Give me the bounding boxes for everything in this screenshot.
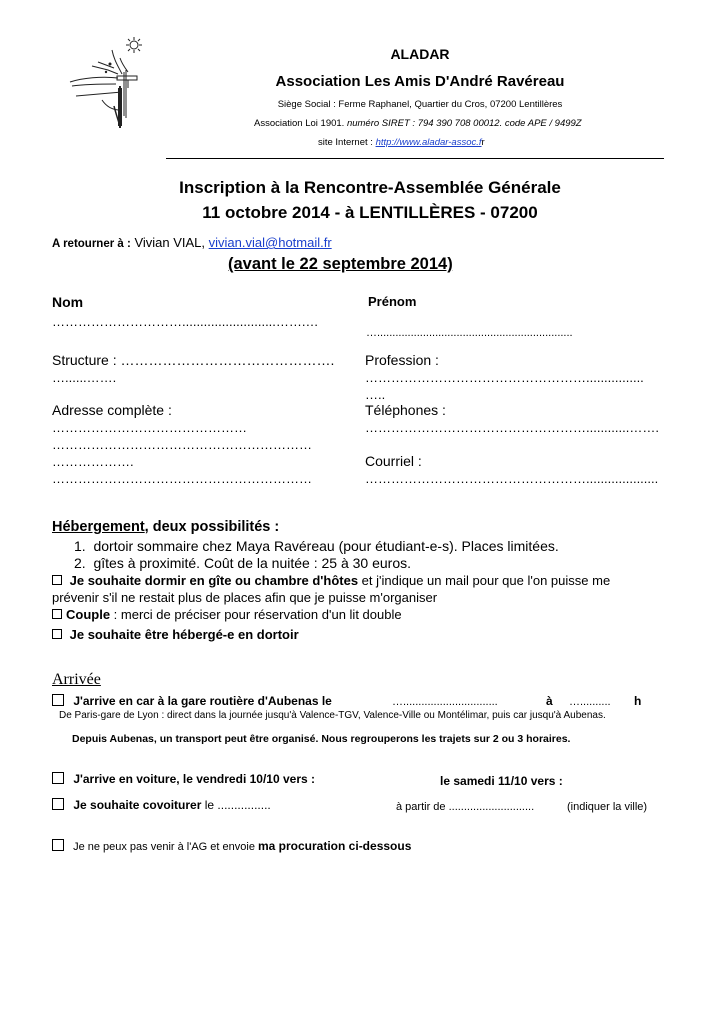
paris-note: De Paris-gare de Lyon : direct dans la journée jusqu'à Valence-TGV, Valence-Ville ou Montélimar, puis car jusqu'à Aubenas. xyxy=(59,710,606,721)
siege-social: Siège Social : Ferme Raphanel, Quartier du Cros, 07200 Lentillères xyxy=(277,99,563,110)
gite-label: Je souhaite dormir en gîte ou chambre d'hôtes xyxy=(69,573,359,588)
telephones-label: Téléphones : xyxy=(365,402,446,418)
voiture-label: J'arrive en voiture, le vendredi 10/10 vers : xyxy=(73,772,315,786)
prenom-field[interactable]: …................................................................ xyxy=(366,327,573,339)
hebergement-heading xyxy=(52,519,279,535)
car-checkbox[interactable] xyxy=(52,694,64,706)
adresse-field-3[interactable]: ………………. xyxy=(52,454,134,469)
site-label: site Internet : xyxy=(318,137,373,148)
gite-option[interactable] xyxy=(52,573,610,588)
dortoir-label: Je souhaite être hébergé-e en dortoir xyxy=(69,627,299,642)
car-h-label: h xyxy=(634,694,642,708)
adresse-field-2[interactable]: …………………………………………………… xyxy=(52,437,312,452)
covoiturage-option[interactable] xyxy=(52,798,271,812)
procuration-option[interactable] xyxy=(52,839,411,853)
transport-note: Depuis Aubenas, un transport peut être organisé. Nous regrouperons les trajets sur 2 ou 3 horaires. xyxy=(72,733,571,745)
dortoir-checkbox[interactable] xyxy=(52,629,62,639)
hebergement-item-2-text: gîtes à proximité. Coût de la nuitée : 25 à 30 euros. xyxy=(93,555,411,571)
car-date-field[interactable]: …............................... xyxy=(392,696,498,708)
adresse-field-4[interactable]: …………………………………………………… xyxy=(52,471,312,486)
site-link[interactable]: http://www.aladar-assoc.f xyxy=(375,137,482,148)
return-to-email[interactable]: vivian.vial@hotmail.fr xyxy=(208,235,332,250)
return-to-name: Vivian VIAL, xyxy=(134,235,206,250)
car-hour-field[interactable]: ….......... xyxy=(569,696,611,708)
couple-label: Couple xyxy=(66,607,111,622)
telephones-field[interactable]: ……………………………………………............……. xyxy=(365,420,659,435)
courriel-field[interactable]: …………………………………………….................... xyxy=(365,471,659,486)
hebergement-item-1: 1. dortoir sommaire chez Maya Ravéreau (pour étudiant-e-s). Places limitées. xyxy=(74,538,559,554)
couple-checkbox[interactable] xyxy=(52,609,62,619)
profession-field[interactable]: ……………………………………………................ xyxy=(365,370,644,385)
return-to-label: A retourner à : xyxy=(52,238,131,250)
adresse-field-1[interactable]: ……………………………………… xyxy=(52,420,247,435)
procuration-label: Je ne peux pas venir à l'AG et envoie xyxy=(73,841,258,853)
samedi-label: le samedi 11/10 vers : xyxy=(440,774,563,788)
covoiturage-city-hint: (indiquer la ville) xyxy=(567,801,648,813)
procuration-checkbox[interactable] xyxy=(52,839,64,851)
title-line-2: 11 octobre 2014 - à LENTILLÈRES - 07200 xyxy=(202,203,538,222)
couple-label-rest: : merci de préciser pour réservation d'un lit double xyxy=(110,607,402,622)
title-line-1: Inscription à la Rencontre-Assemblée Générale xyxy=(179,178,561,197)
association-info xyxy=(254,118,582,129)
hebergement-title-rest: , deux possibilités : xyxy=(144,519,280,535)
structure-field-cont[interactable]: …......……. xyxy=(52,370,117,385)
gite-line-2: prévenir s'il ne restait plus de places afin que je puisse m'organiser xyxy=(52,590,438,605)
covoiturage-checkbox[interactable] xyxy=(52,798,64,810)
site-line xyxy=(318,137,485,148)
covoiturage-date-field[interactable]: le ................ xyxy=(201,798,271,812)
hebergement-title: Hébergement xyxy=(52,519,145,535)
covoiturage-from-field[interactable]: à partir de ............................ xyxy=(396,801,535,813)
nom-field[interactable]: …………………………..........................…….… xyxy=(52,314,319,329)
voiture-checkbox[interactable] xyxy=(52,772,64,784)
procuration-label-bold: ma procuration ci-dessous xyxy=(258,839,412,853)
arrivee-title: Arrivée xyxy=(52,671,101,688)
org-short-name: ALADAR xyxy=(390,46,450,62)
return-to-line xyxy=(52,235,332,250)
hebergement-item-1-text: dortoir sommaire chez Maya Ravéreau (pour étudiant-e-s). Places limitées. xyxy=(93,538,559,554)
nom-label: Nom xyxy=(52,294,84,310)
prenom-label: Prénom xyxy=(368,294,417,309)
loi-prefix: Association Loi 1901. xyxy=(254,118,345,129)
courriel-label: Courriel : xyxy=(365,453,422,469)
hebergement-item-2: 2. gîtes à proximité. Coût de la nuitée : 25 à 30 euros. xyxy=(74,555,411,571)
header-divider xyxy=(166,158,664,159)
dortoir-option[interactable] xyxy=(52,627,299,642)
deadline: (avant le 22 septembre 2014) xyxy=(228,255,453,273)
org-full-name: Association Les Amis D'André Ravéreau xyxy=(275,73,565,90)
car-option[interactable] xyxy=(52,694,332,708)
gite-checkbox[interactable] xyxy=(52,575,62,585)
car-label: J'arrive en car à la gare routière d'Aubenas le xyxy=(73,694,332,708)
gite-label-rest: et j'indique un mail pour que l'on puisse me xyxy=(358,573,611,588)
structure-field[interactable]: Structure : ………………………………………. xyxy=(52,352,335,368)
siret-info: numéro SIRET : 794 390 708 00012. code APE / 9499Z xyxy=(346,118,582,129)
adresse-label: Adresse complète : xyxy=(52,402,172,418)
voiture-option[interactable] xyxy=(52,772,315,786)
couple-option[interactable] xyxy=(52,607,402,622)
profession-label: Profession : xyxy=(365,352,439,368)
covoiturage-label: Je souhaite covoiturer xyxy=(73,798,202,812)
logo-drawing xyxy=(62,36,152,128)
site-tail: r xyxy=(481,137,485,148)
profession-field-cont[interactable]: ….. xyxy=(365,387,386,402)
car-a-label: à xyxy=(546,694,553,708)
